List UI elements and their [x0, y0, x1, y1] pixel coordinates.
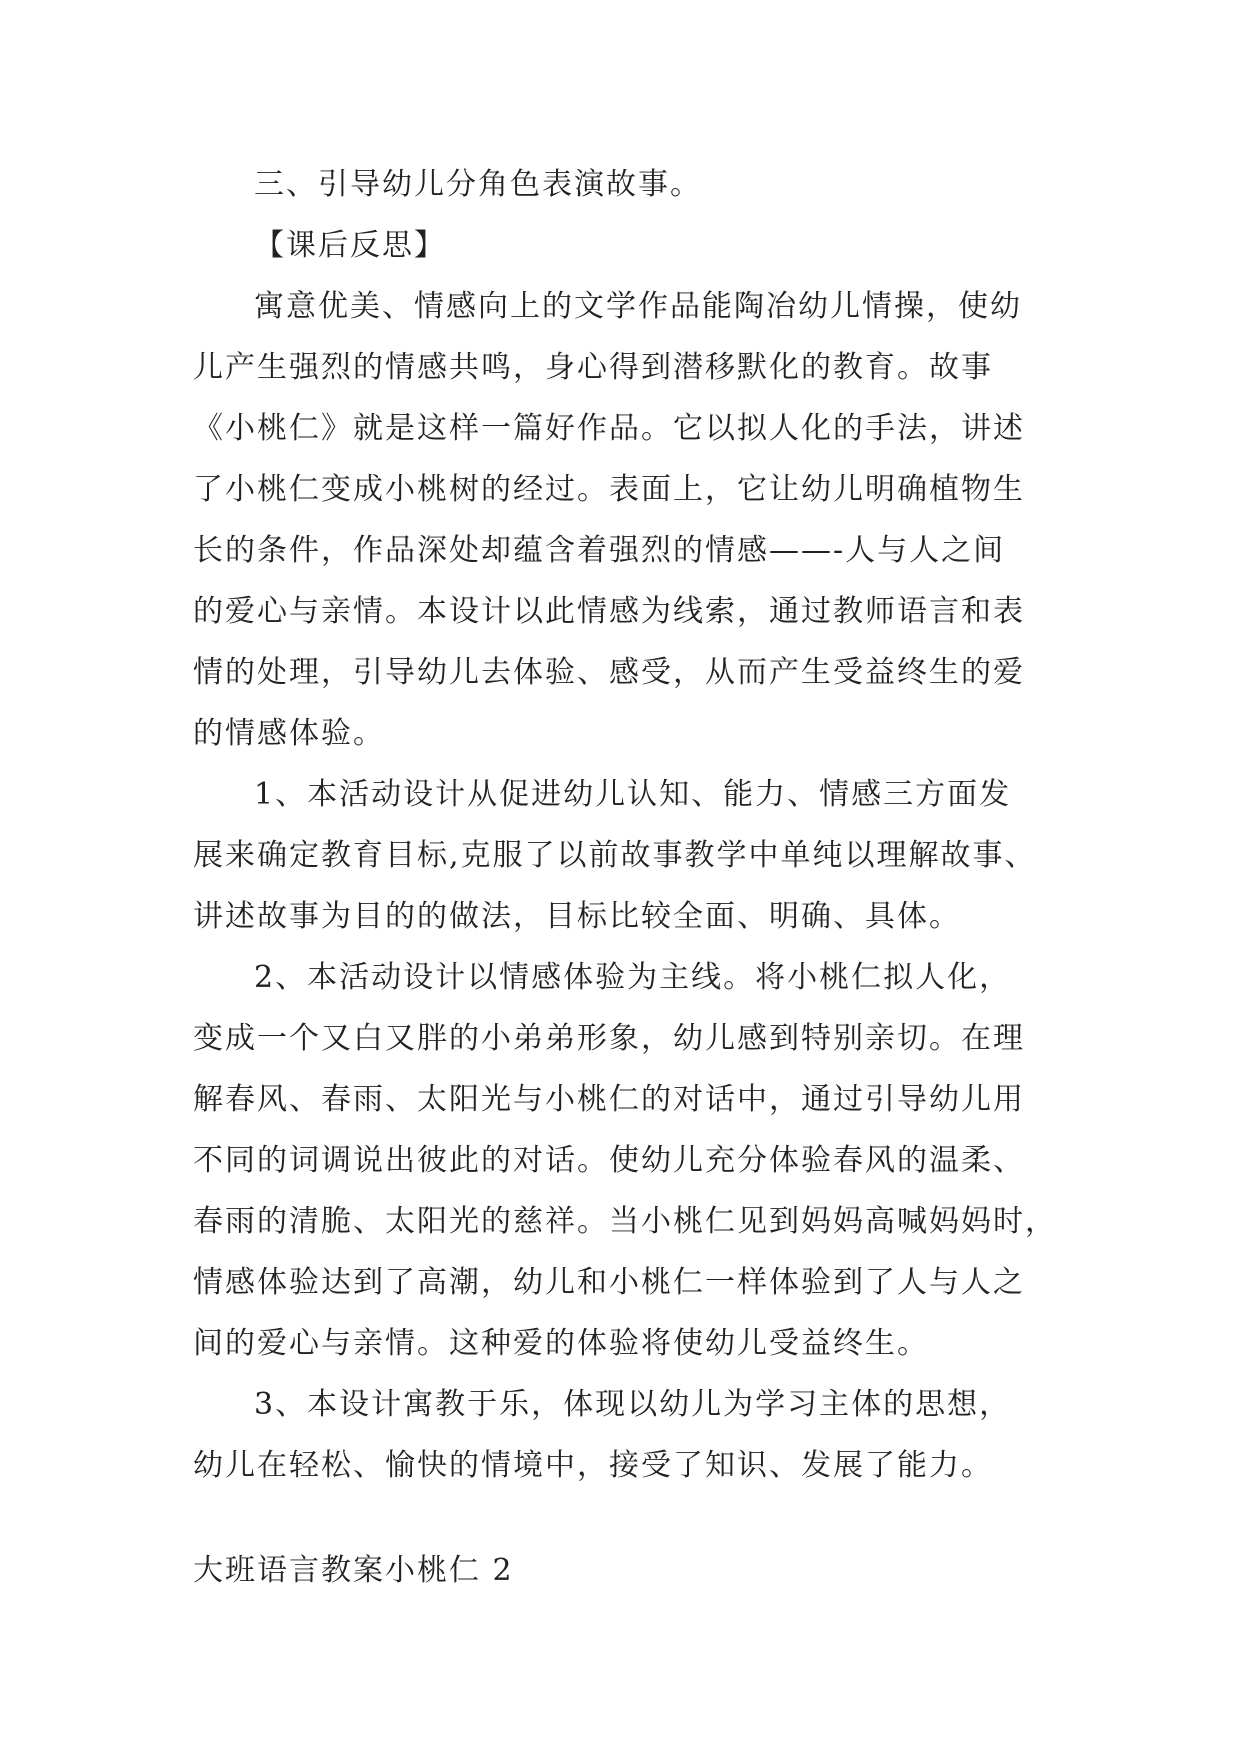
paragraph-line: 儿产生强烈的情感共鸣，身心得到潜移默化的教育。故事 [193, 350, 993, 385]
paragraph-line: 寓意优美、情感向上的文学作品能陶冶幼儿情操，使幼 [254, 289, 1022, 324]
paragraph-line: 三、引导幼儿分角色表演故事。 [254, 167, 702, 202]
paragraph-line: 长的条件，作品深处却蕴含着强烈的情感——-人与人之间 [193, 533, 1006, 568]
paragraph-line: 幼儿在轻松、愉快的情境中，接受了知识、发展了能力。 [193, 1448, 993, 1483]
section-heading: 大班语言教案小桃仁 2 [193, 1553, 514, 1588]
section-label: 【课后反思】 [254, 228, 446, 263]
paragraph-line: 了小桃仁变成小桃树的经过。表面上，它让幼儿明确植物生 [193, 472, 1025, 507]
paragraph-line: 情的处理，引导幼儿去体验、感受，从而产生受益终生的爱 [193, 655, 1025, 690]
paragraph-line: 2、本活动设计以情感体验为主线。将小桃仁拟人化， [254, 960, 1012, 995]
paragraph-line: 的爱心与亲情。本设计以此情感为线索，通过教师语言和表 [193, 594, 1025, 629]
paragraph-line: 讲述故事为目的的做法，目标比较全面、明确、具体。 [193, 899, 961, 934]
paragraph-line: 变成一个又白又胖的小弟弟形象，幼儿感到特别亲切。在理 [193, 1021, 1025, 1056]
paragraph-line: 春雨的清脆、太阳光的慈祥。当小桃仁见到妈妈高喊妈妈时， [193, 1204, 1057, 1239]
paragraph-line: 1、本活动设计从促进幼儿认知、能力、情感三方面发 [254, 777, 1012, 812]
paragraph-line: 间的爱心与亲情。这种爱的体验将使幼儿受益终生。 [193, 1326, 929, 1361]
paragraph-line: 情感体验达到了高潮，幼儿和小桃仁一样体验到了人与人之 [193, 1265, 1025, 1300]
paragraph-line: 不同的词调说出彼此的对话。使幼儿充分体验春风的温柔、 [193, 1143, 1025, 1178]
paragraph-line: 3、本设计寓教于乐，体现以幼儿为学习主体的思想， [254, 1387, 1012, 1422]
paragraph-line: 解春风、春雨、太阳光与小桃仁的对话中，通过引导幼儿用 [193, 1082, 1025, 1117]
paragraph-line: 展来确定教育目标,克服了以前故事教学中单纯以理解故事、 [193, 838, 1037, 873]
paragraph-line: 的情感体验。 [193, 716, 385, 751]
paragraph-line: 《小桃仁》就是这样一篇好作品。它以拟人化的手法，讲述 [193, 411, 1025, 446]
